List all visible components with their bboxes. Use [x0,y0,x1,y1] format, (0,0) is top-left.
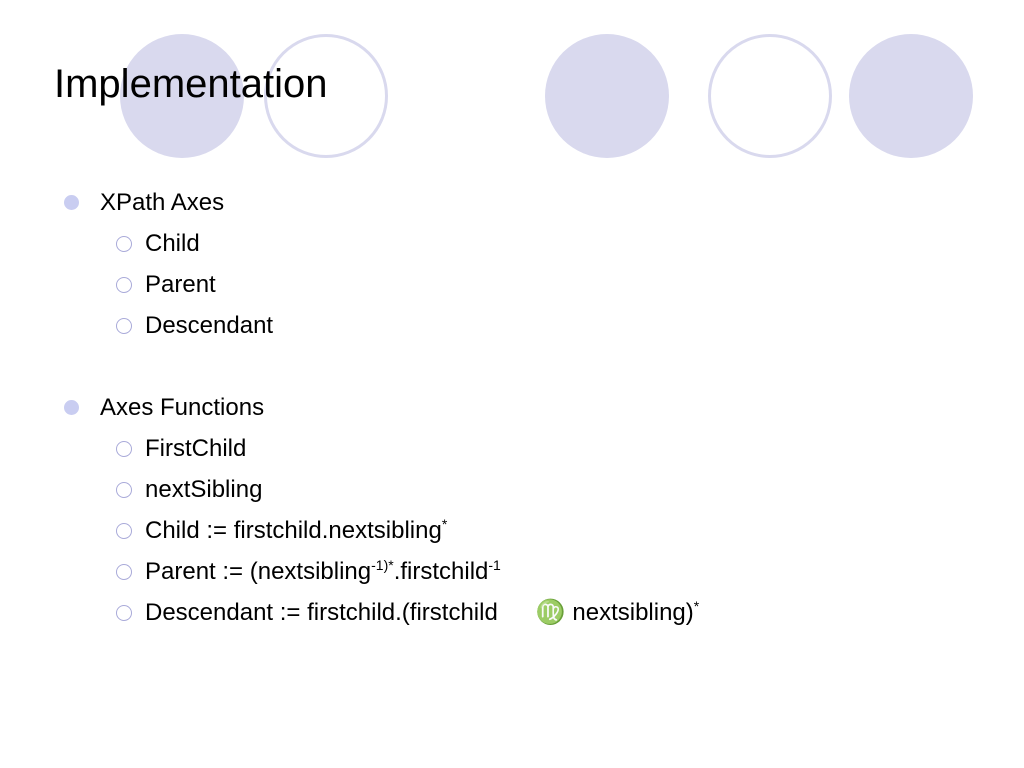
sub-bullet-circle [116,441,132,457]
sub-bullet-item [64,428,964,469]
union-symbol: ♍ [535,599,566,626]
sub-bullet-circle [116,277,132,293]
decorative-ring-2 [708,34,832,158]
decorative-circle-3 [849,34,973,158]
slide-title: Implementation [54,62,328,106]
bullet-dot [64,195,79,210]
descendant-formula-sup: * [693,598,700,614]
sub-bullet-text: FirstChild [145,435,247,462]
decorative-circle-2 [545,34,669,158]
bullet-item [64,182,964,223]
parent-formula-sup1: -1)* [371,557,394,573]
sub-bullet-circle [116,523,132,539]
sub-bullet-text: Parent [145,271,216,298]
sub-bullet-item [64,592,964,633]
sub-bullet-text [145,517,447,544]
section-axes-functions [64,387,964,633]
descendant-formula-part2: nextsibling) [572,599,694,626]
sub-bullet-text: Child [145,230,200,257]
parent-formula-sup2: -1 [488,557,501,573]
sub-bullet-text [145,599,699,626]
sub-bullet-item [64,551,964,592]
descendant-formula-part1: Descendant := firstchild.(firstchild [145,599,498,626]
child-formula-sup: * [441,516,448,532]
bullet-text: Axes Functions [100,394,265,421]
bullet-item [64,387,964,428]
sub-bullet-circle [116,482,132,498]
sub-bullet-circle [116,236,132,252]
sub-bullet-circle [116,318,132,334]
section-xpath-axes [64,182,964,346]
parent-formula-part2: .firstchild [393,558,489,585]
sub-bullet-item [64,264,964,305]
sub-bullet-text: nextSibling [145,476,263,503]
sub-bullet-circle [116,564,132,580]
sub-bullet-text: Descendant [145,312,274,339]
bullet-text: XPath Axes [100,189,225,216]
sub-bullet-item [64,510,964,551]
sub-bullet-item [64,305,964,346]
sub-bullet-item [64,469,964,510]
bullet-dot [64,400,79,415]
child-formula-text: Child := firstchild.nextsibling [145,517,442,544]
parent-formula-part1: Parent := (nextsibling [145,558,372,585]
sub-bullet-circle [116,605,132,621]
sub-bullet-item [64,223,964,264]
sub-bullet-text [145,558,501,585]
